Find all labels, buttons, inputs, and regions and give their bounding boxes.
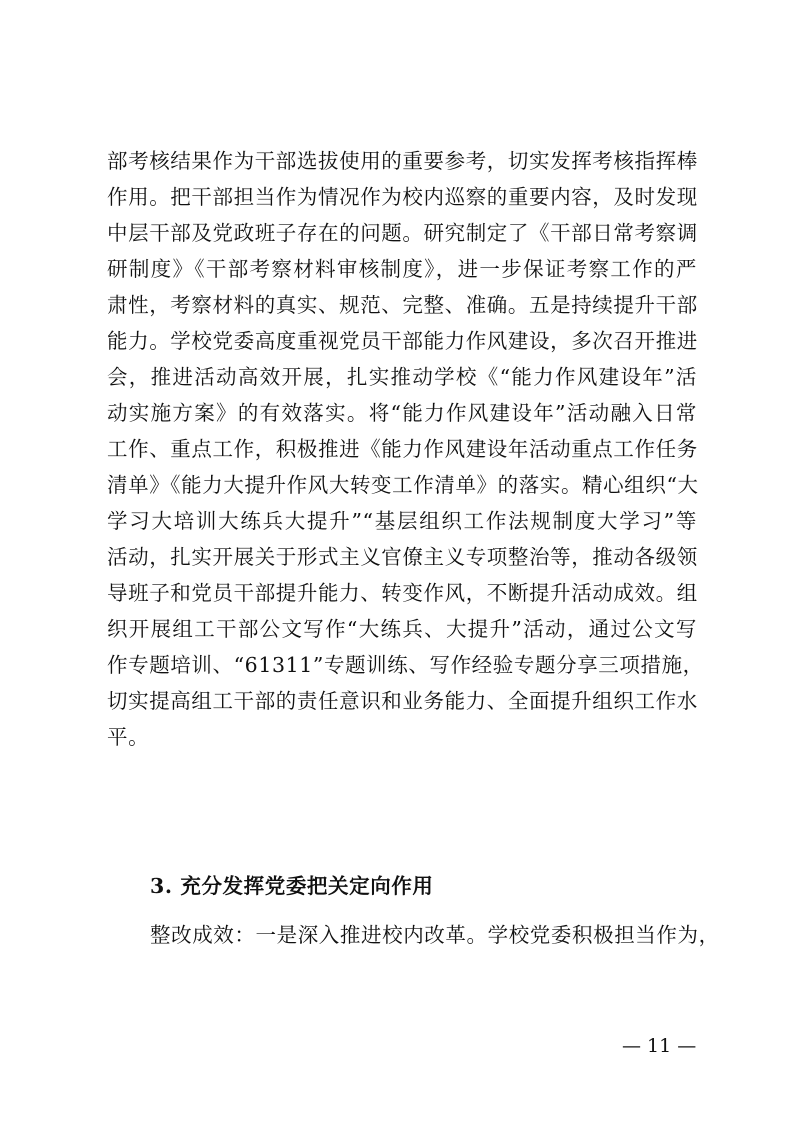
paragraph-line: 部考核结果作为干部选拔使用的重要参考，切实发挥考核指挥棒: [107, 149, 698, 173]
paragraph-body: [107, 143, 704, 755]
paragraph-line: 平。: [107, 725, 150, 749]
paragraph-line: 导班子和党员干部提升能力、转变作风，不断提升活动成效。组: [107, 581, 698, 605]
page-number: — 11 —: [622, 1035, 697, 1057]
paragraph-line: 织开展组工干部公文写作“大练兵、大提升”活动，通过公文写: [107, 617, 697, 641]
paragraph-line: 学习大培训大练兵大提升”“基层组织工作法规制度大学习”等: [107, 509, 697, 533]
paragraph-line: 清单》《能力大提升作风大转变工作清单》的落实。精心组织“大: [107, 473, 699, 497]
paragraph-line: 能力。学校党委高度重视党员干部能力作风建设，多次召开推进: [107, 329, 698, 353]
paragraph-line: 中层干部及党政班子存在的问题。研究制定了《干部日常考察调: [107, 221, 698, 245]
paragraph-line: 切实提高组工干部的责任意识和业务能力、全面提升组织工作水: [107, 689, 698, 713]
paragraph-line: 作专题培训、“61311”专题训练、写作经验专题分享三项措施，: [107, 653, 704, 677]
paragraph-line: 工作、重点工作，积极推进《能力作风建设年活动重点工作任务: [107, 437, 698, 461]
paragraph-line: 活动，扎实开展关于形式主义官僚主义专项整治等，推动各级领: [107, 545, 698, 569]
paragraph-line: 作用。把干部担当作为情况作为校内巡察的重要内容，及时发现: [107, 185, 698, 209]
section-heading: 3. 充分发挥党委把关定向作用: [150, 874, 434, 898]
paragraph-line: 肃性，考察材料的真实、规范、完整、准确。五是持续提升干部: [107, 293, 698, 317]
paragraph-line: 动实施方案》的有效落实。将“能力作风建设年”活动融入日常: [107, 401, 697, 425]
paragraph-line: 整改成效：一是深入推进校内改革。学校党委积极担当作为，: [150, 923, 720, 947]
paragraph-line: 会，推进活动高效开展，扎实推动学校《“能力作风建设年”活: [107, 365, 697, 389]
paragraph-body: [150, 917, 720, 953]
paragraph-line: 研制度》《干部考察材料审核制度》，进一步保证考察工作的严: [107, 257, 697, 281]
